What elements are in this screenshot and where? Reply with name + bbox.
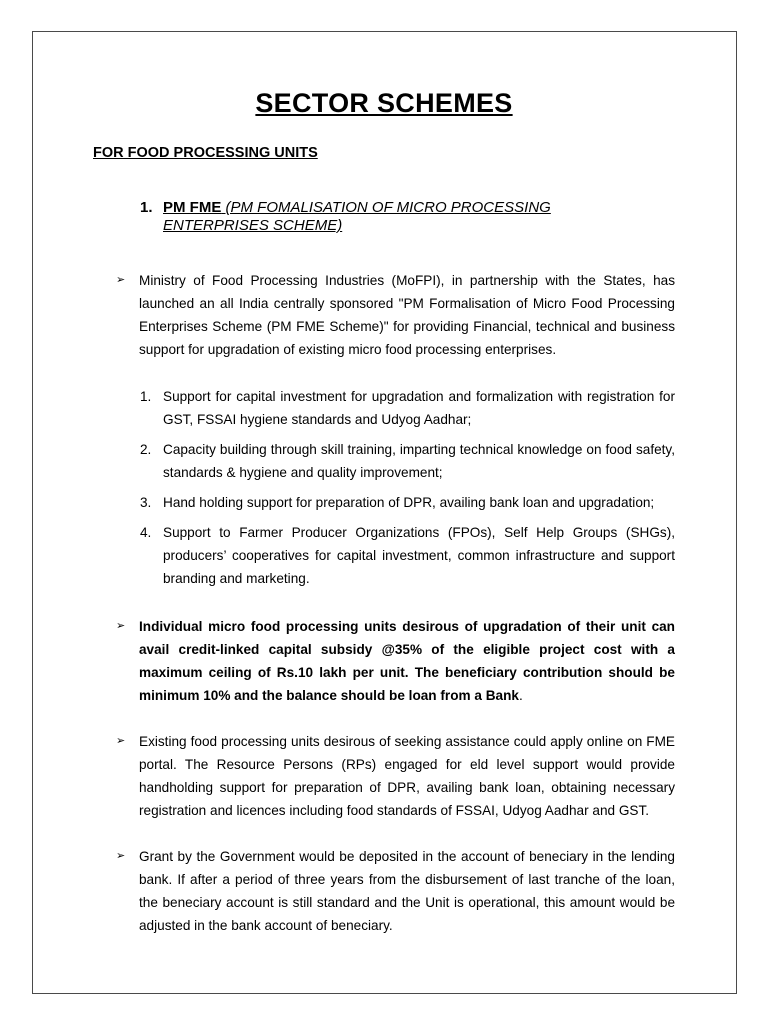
list-item-text: Capacity building through skill training, imparting technical knowledge on food safety, standards & hygiene and quality improvement; <box>163 442 675 480</box>
grant-text: Grant by the Government would be deposited in the account of beneciary in the lending bank. If after a period of three years from the disbursement of last tranche of the loan, the beneciary account is still standard and the Unit is operational, this amount would be adjusted in the bank account of beneciary. <box>139 849 675 933</box>
intro-text: Ministry of Food Processing Industries (MoFPI), in partnership with the States, has launched an all India centrally sponsored "PM Formalisation of Micro Food Processing Enterprises Scheme (PM FME Scheme)" for providing Financial, technical and business support for upgradation of existing micro food processing enterprises. <box>139 273 675 357</box>
list-item-number: 2. <box>140 442 152 457</box>
list-item <box>140 385 675 431</box>
list-item-text: Support to Farmer Producer Organizations (FPOs), Self Help Groups (SHGs), producers’ cooperatives for capital investment, common infrastructure and support branding and marketing. <box>163 525 675 586</box>
scheme-number: 1. <box>140 199 153 216</box>
list-item <box>140 438 675 484</box>
subsidy-end: . <box>518 688 523 703</box>
bullet-arrow-icon: ➢ <box>116 850 126 862</box>
list-item-text: Hand holding support for preparation of DPR, availing bank loan and upgradation; <box>163 495 655 510</box>
list-item <box>140 491 675 514</box>
scheme-name: PM FME <box>163 199 222 216</box>
list-item <box>140 521 675 590</box>
subsidy-text-wrapper <box>139 615 675 707</box>
list-item-number: 3. <box>140 495 152 510</box>
support-list <box>140 385 675 597</box>
subsidy-paragraph <box>116 615 675 707</box>
list-item-number: 1. <box>140 389 152 404</box>
scheme-heading <box>140 199 620 235</box>
bullet-arrow-icon: ➢ <box>116 735 126 747</box>
list-item-text: Support for capital investment for upgradation and formalization with registration for GST, FSSAI hygiene standards and Udyog Aadhar; <box>163 389 675 427</box>
bullet-arrow-icon: ➢ <box>116 620 126 632</box>
section-subtitle: FOR FOOD PROCESSING UNITS <box>93 145 318 161</box>
bullet-arrow-icon: ➢ <box>116 274 126 286</box>
document-title: SECTOR SCHEMES <box>255 88 513 118</box>
existing-units-paragraph <box>116 730 675 822</box>
intro-paragraph <box>116 269 675 361</box>
list-item-number: 4. <box>140 525 152 540</box>
existing-units-text: Existing food processing units desirous of seeking assistance could apply online on FME portal. The Resource Persons (RPs) engaged for eld level support would provide handholding support for preparation of DPR, availing bank loan, obtaining necessary registration and licences including food standards of FSSAI, Udyog Aadhar and GST. <box>139 734 675 818</box>
subsidy-text: Individual micro food processing units desirous of upgradation of their unit can avail credit-linked capital subsidy @35% of the eligible project cost with a maximum ceiling of Rs.10 lakh per unit. The beneficiary contribution should be minimum 10% and the balance should be loan from a Bank <box>139 619 675 703</box>
grant-paragraph <box>116 845 675 937</box>
scheme-full-name: (PM FOMALISATION OF MICRO PROCESSING ENTERPRISES SCHEME) <box>163 199 551 234</box>
